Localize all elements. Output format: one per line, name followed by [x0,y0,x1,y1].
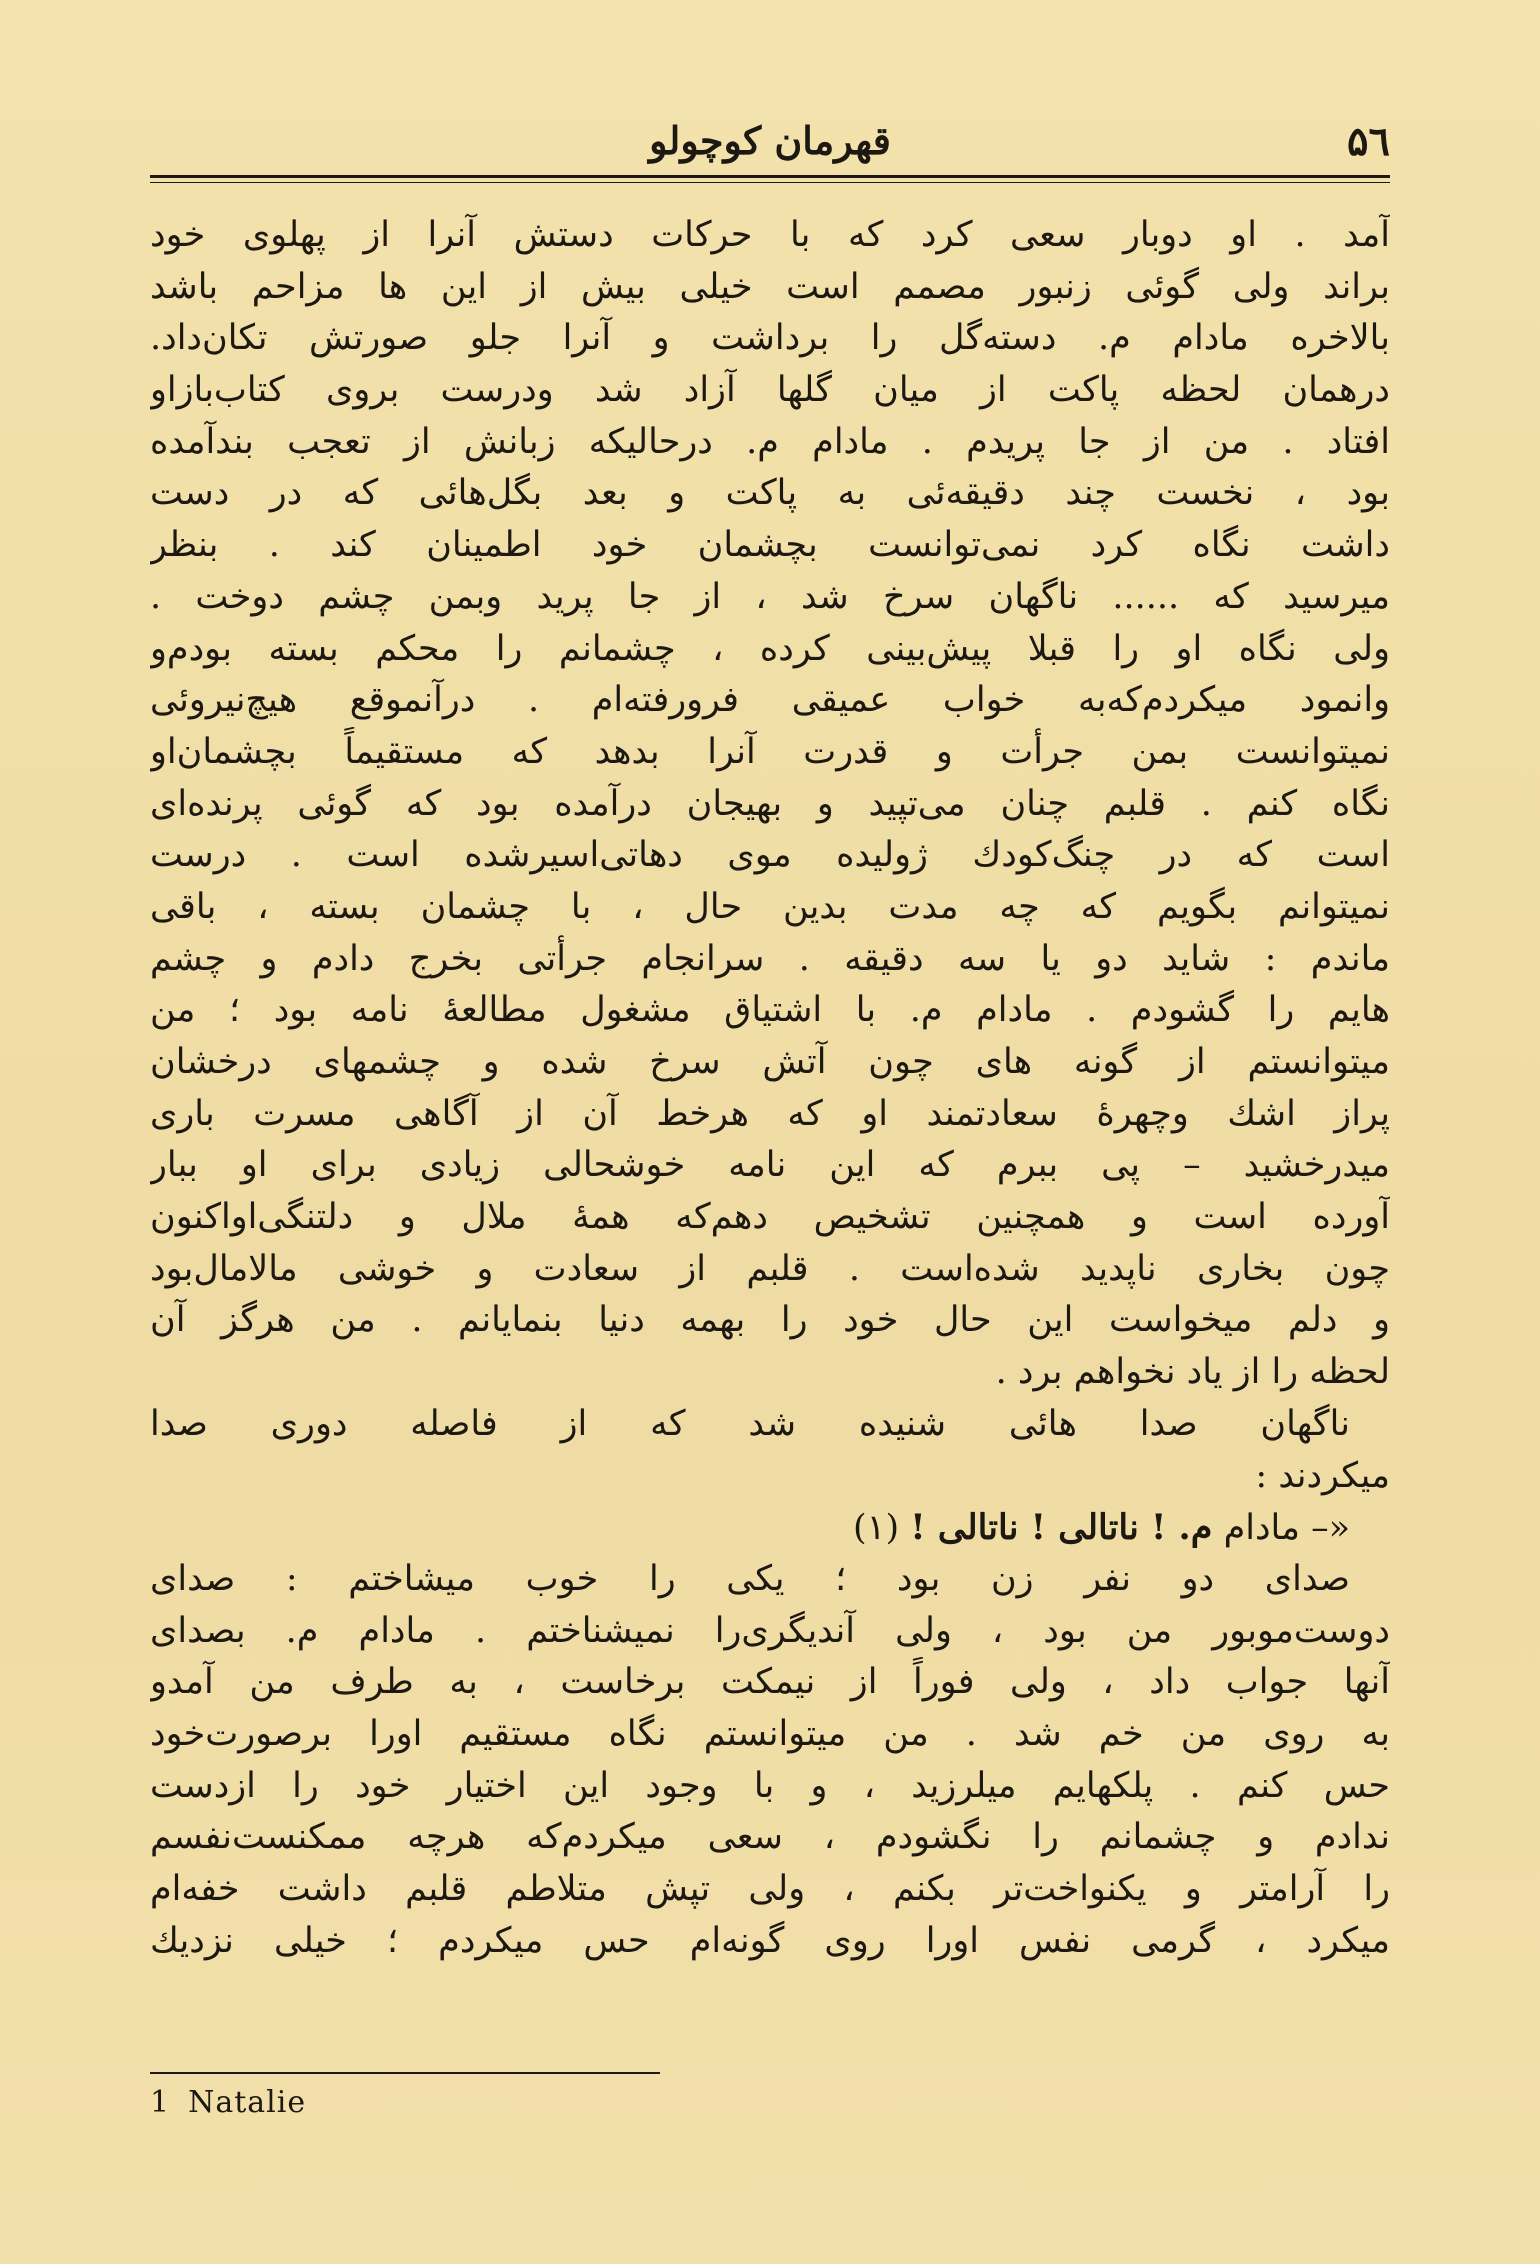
text-line: بالاخره مادام م. دسته‌گل را برداشت و آنرا جلو صورتش تکان‌داد. [150,318,1390,359]
footnote-text: Natalie [188,2085,307,2120]
text-line: آنها جواب داد ، ولی فوراً از نیمکت برخاست ، به طرف من آمدو [150,1662,1390,1703]
text-line: افتاد . من از جا پریدم . مادام م. درحالیکه زبانش از تعجب بندآمده [150,421,1390,462]
header-rule-thin [150,182,1390,183]
text-line: براند ولی گوئی زنبور مصمم است خیلی بیش از این ها مزاحم باشد [150,266,1390,307]
text-line: میدرخشید – پی ببرم که این نامه خوشحالی زیادی برای او ببار [150,1145,1390,1186]
text-line: آمد . او دوبار سعی کرد که با حرکات دستش آنرا از پهلوی خود [150,215,1390,255]
exclamation-line [150,1502,1390,1554]
text-line: وانمود میکردم‌که‌به خواب عمیقی فرورفته‌ام . درآنموقع هیچ‌نیروئی [150,680,1390,721]
text-line: آورده است و همچنین تشخیص دهم‌که همهٔ ملال و دلتنگی‌اواکنون [150,1197,1390,1238]
footnote [150,2085,750,2120]
exclamation-bold: م. ! ناتالی ! ناتالی ! [910,1507,1213,1549]
text-line: میتوانستم از گونه های چون آتش سرخ شده و چشمهای درخشان [150,1042,1390,1082]
text-line: ناگهان صدا هائی شنیده شد که از فاصله دوری صدا [150,1403,1350,1444]
text-line: لحظه را از یاد نخواهم برد . [995,1352,1390,1393]
text-line: داشت نگاه کرد نمی‌توانست بچشمان خود اطمینان کند . بنظر [150,525,1390,566]
footnote-number: 1 [150,2085,171,2120]
text-line: هایم را گشودم . مادام م. با اشتیاق مشغول مطالعهٔ نامه بود ؛ من [150,990,1390,1031]
text-line: صدای دو نفر زن بود ؛ یکی را خوب میشاختم : صدای [150,1558,1350,1599]
running-title: قهرمان کوچولو [649,118,891,163]
text-line: است که در چنگ‌کودك ژولیده موی دهاتی‌اسیرشده است . درست [150,835,1390,876]
text-line: ولی نگاه او را قبلا پیش‌بینی کرده ، چشمانم را محکم بسته بودم‌و [150,628,1390,669]
page-header [150,118,1390,170]
text-line: بود ، نخست چند دقیقه‌ئی به پاکت و بعد بگل‌هائی که در دست [150,473,1390,514]
text-line: و دلم میخواست این حال خود را بهمه دنیا بنمایانم . من هرگز آن [150,1300,1390,1341]
text-line: را آرامتر و یکنواخت‌تر بکنم ، ولی تپش متلاطم قلبم داشت خفه‌ام [150,1869,1390,1909]
text-line: میرسید که ...... ناگهان سرخ شد ، از جا پرید وبمن چشم دوخت . [150,576,1390,617]
text-line: چون بخاری ناپدید شده‌است . قلبم از سعادت و خوشی مالامال‌بود [150,1248,1390,1289]
text-line: به روی من خم شد . من میتوانستم نگاه مستقیم اورا برصورت‌خود [150,1713,1390,1754]
footnote-reference: (۱) [852,1508,900,1549]
footnote-rule [150,2072,660,2074]
header-rule [150,175,1390,178]
text-line: درهمان لحظه پاکت از میان گلها آزاد شد ودرست بروی کتاب‌بازاو [150,370,1390,411]
page-number: ۵٦ [1347,118,1390,165]
text-line: میکردند : [1255,1455,1390,1496]
text-line: حس کنم . پلکهایم میلرزید ، و با وجود این اختیار خود را ازدست [150,1765,1390,1806]
body-text [150,210,1390,1967]
text-line: میکرد ، گرمی نفس اورا روی گونه‌ام حس میکردم ؛ خیلی نزدیك [150,1920,1390,1961]
text-line: پراز اشك وچهرهٔ سعادتمند او که هرخط آن از آگاهی مسرت باری [150,1093,1390,1134]
exclamation-prefix: «– مادام [1223,1508,1350,1549]
text-line: ندادم و چشمانم را نگشودم ، سعی میکردم‌که هرچه ممکنست‌نفسم [150,1817,1390,1858]
text-line: ماندم : شاید دو یا سه دقیقه . سرانجام جرأتی بخرج دادم و چشم [150,938,1390,979]
text-line: نمیتوانم بگویم که چه مدت بدین حال ، با چشمان بسته ، باقی [150,886,1390,927]
text-line: نگاه کنم . قلبم چنان می‌تپید و بهیجان درآمده بود که گوئی پرنده‌ای [150,783,1390,824]
text-line: دوست‌موبور من بود ، ولی آندیگری‌را نمیشناختم . مادام م. بصدای [150,1610,1390,1651]
text-line: نمیتوانست بمن جرأت و قدرت آنرا بدهد که مستقیماً بچشمان‌او [150,731,1390,772]
